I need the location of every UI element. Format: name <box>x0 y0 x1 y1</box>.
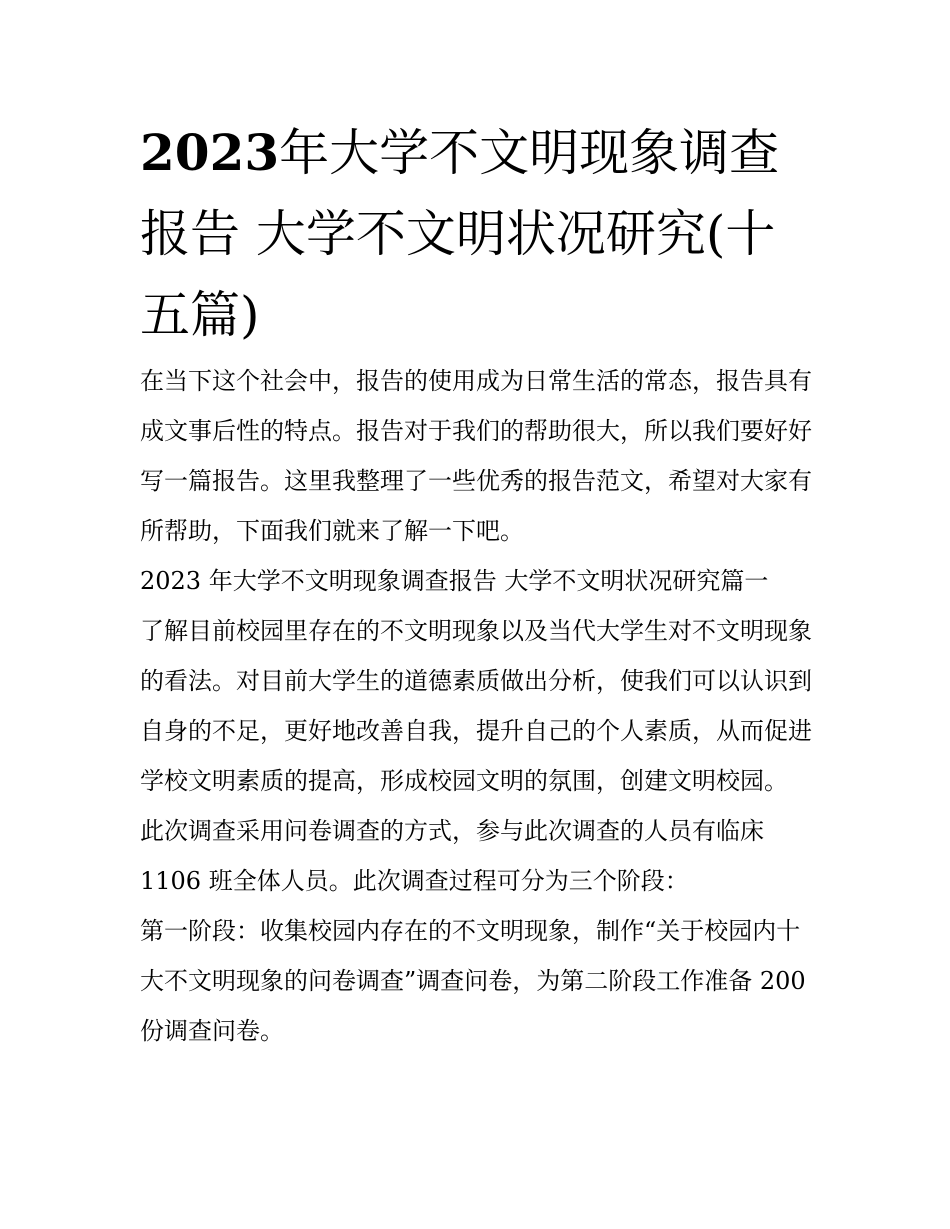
intro-paragraph: 在当下这个社会中，报告的使用成为日常生活的常态，报告具有成文事后性的特点。报告对于我们的帮助很大，所以我们要好好写一篇报告。这里我整理了一些优秀的报告范文，希望对大家有所帮助，下面我们就来了解一下吧。 <box>140 367 812 545</box>
section-heading: 2023 年大学不文明现象调查报告 大学不文明状况研究篇一 <box>140 567 769 595</box>
purpose-paragraph: 了解目前校园里存在的不文明现象以及当代大学生对不文明现象的看法。对目前大学生的道德素质做出分析，使我们可以认识到自身的不足，更好地改善自我，提升自己的个人素质，从而促进学校文明素质的提高，形成校园文明的氛围，创建文明校园。 <box>140 617 812 795</box>
method-paragraph: 此次调查采用问卷调查的方式，参与此次调查的人员有临床 1106 班全体人员。此次调查过程可分为三个阶段： <box>140 817 764 895</box>
title-text: 年大学不文明现象调查报告 大学不文明状况研究(十五篇) <box>140 124 780 344</box>
document-title <box>140 112 820 356</box>
title-year: 2023 <box>140 123 280 182</box>
stage-one-paragraph: 第一阶段：收集校园内存在的不文明现象，制作“关于校园内十大不文明现象的问卷调查”调查问卷，为第二阶段工作准备 200 份调查问卷。 <box>140 917 806 1045</box>
document-body <box>140 356 820 1056</box>
